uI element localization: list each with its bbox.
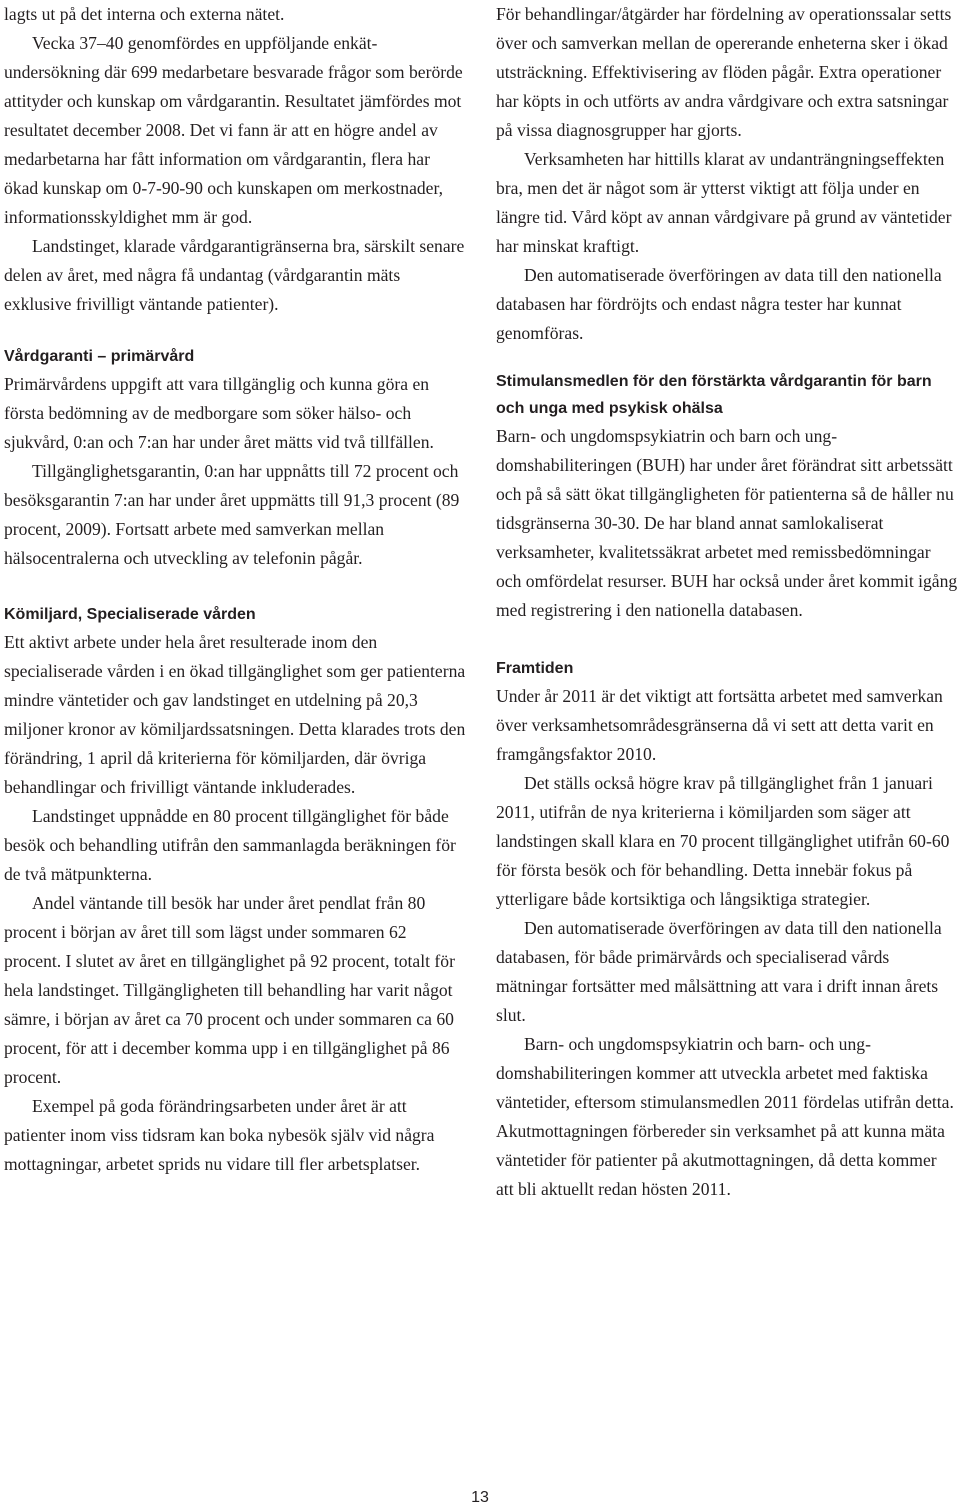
- child-psychiatry-paragraph: Barn- och ungdomspsykiatrin och barn och ungdomshabiliteringen (BUH) har under året förändrat sitt arbetssätt och på så sätt ökat tillgängligheten för patienterna så de håller nu tidsgränserna 30-30. De har bland annat samlokaliserat verksamheter, kvalitetssäkrat arbetet med remissbedömningar och omfördelat resurser. BUH har också under året kommit igång med registrering i den nationella databasen.: [496, 426, 958, 620]
- operations-paragraph: Verksamheten har hittills klarat av undanträngningseffekten bra, men det är något som är ytterst viktigt att följa under en längre tid. Vård köpt av annan vårdgivare på grund av väntetider har minskat kraftigt.: [496, 149, 952, 256]
- primary-care-paragraph-1: Primärvårdens uppgift att vara tillgänglig och kunna göra en första bedömning av de medborgare som söker hälso- och sjukvård, 0:an och 7:an har under året mätts vid två tillfällen.: [4, 374, 434, 452]
- queue-billion-heading: Kömiljard, Specialiserade vården: [4, 606, 256, 623]
- intro-continuation-paragraph: lagts ut på det interna och externa nätet.: [4, 4, 285, 24]
- queue-billion-paragraph-2: Landstinget uppnådde en 80 procent tillgänglighet för både besök och behandling utifrån den sammanlagda beräkningen för de två mätpunkterna.: [4, 806, 456, 884]
- future-heading: Framtiden: [496, 660, 574, 677]
- page-number: 13: [471, 1489, 489, 1506]
- right-column: [496, 0, 958, 1204]
- queue-billion-paragraph-1: Ett aktivt arbete under hela året resulterade inom den specialiserade vården i en ökad tillgänglighet som ger patienterna mindre väntetider och gav landstinget en utdelning på 20,3 miljoner kronor av kömiljardssatsningen. Detta klarades trots den förändring, 1 april då kriterierna för kömiljarden, där övriga behandlingar och frivilligt väntande inkluderades.: [4, 632, 466, 797]
- future-paragraph-3: Den automatiserade överföringen av data till den nationella databasen, för både primärvårds och specialiserad vårds mätningar fortsätter med målsättning att vara i drift innan årets slut.: [496, 918, 942, 1025]
- treatments-paragraph: För behandlingar/åtgärder har fördelning av operationssalar setts över och samverkan mellan de opererande enheterna sker i ökad utsträckning. Effektivisering av flöden pågår. Extra operationer har köpts in och utförts av andra vårdgivare och extra satsningar på vissa diagnosgrupper har gjorts.: [496, 4, 952, 140]
- queue-billion-paragraph-4: Exempel på goda förändringsarbeten under året är att patienter inom viss tidsram kan boka nybesök själv vid några mottagningar, arbetet sprids nu vidare till fler arbetsplatser.: [4, 1096, 435, 1174]
- stimulus-funds-heading: Stimulansmedlen för den förstärkta vårdgarantin för barn och unga med psykisk ohälsa: [496, 373, 932, 417]
- primary-care-paragraph-2: Tillgänglighetsgarantin, 0:an har uppnåtts till 72 procent och besöksgarantin 7:an har under året uppmätts till 91,3 procent (89 procent, 2009). Fortsatt arbete med samverkan mellan hälsocentralerna och utveckling av telefonin pågår.: [4, 461, 460, 568]
- survey-paragraph: Vecka 37–40 genomfördes en uppföljande enkätundersökning där 699 medarbetare besvarade frågor som berörde attityder och kunskap om vårdgarantin. Resultatet jämfördes mot resultatet december 2008. Det vi fann är att en högre andel av medarbetarna har fått information om vårdgarantin, flera har ökad kunskap om 0-7-90-90 och kunskapen om merkostnader, informationsskyldighet mm är god.: [4, 33, 463, 227]
- future-paragraph-1: Under år 2011 är det viktigt att fortsätta arbetet med samverkan över verksamhetsområdesgränserna då vi sett att detta varit en framgångsfaktor 2010.: [496, 686, 943, 764]
- left-column: [4, 0, 466, 1179]
- future-paragraph-2: Det ställs också högre krav på tillgänglighet från 1 januari 2011, utifrån de nya kriterierna i kömiljarden som säger att landstingen skall klara en 70 procent tillgänglighet utifrån 60-60 för första besök och för behandling. Detta innebär fokus på ytterligare både kortsiktiga och långsiktiga strategier.: [496, 773, 950, 909]
- future-paragraph-4: Barn- och ungdomspsykiatrin och barn- och ungdomshabiliteringen kommer att utveckla arbetet med faktiska väntetider, eftersom stimulansmedlen 2011 fördelas utifrån detta. Akutmottagningen förbereder sin verksamhet på att kunna mäta väntetider för patienter på akutmottagningen, då detta kommer att bli aktuellt redan hösten 2011.: [496, 1034, 954, 1199]
- queue-billion-paragraph-3: Andel väntande till besök har under året pendlat från 80 procent i början av året till som lägst under sommaren 62 procent. I slutet av året en tillgänglighet på 92 procent, totalt för hela landstinget. Tillgängligheten till behandling har varit något sämre, i början av året ca 70 procent och under sommaren ca 60 procent, för att i december komma upp i en tillgänglighet på 86 procent.: [4, 893, 455, 1087]
- data-transfer-paragraph: Den automatiserade överföringen av data till den nationella databasen har fördröjts och endast några tester har kunnat genomföras.: [496, 265, 942, 343]
- primary-care-heading: Vårdgaranti – primärvård: [4, 348, 195, 365]
- care-guarantee-limits-paragraph: Landstinget, klarade vårdgarantigränserna bra, särskilt senare delen av året, med några få undantag (vårdgarantin mäts exklusive frivilligt väntande patienter).: [4, 236, 465, 314]
